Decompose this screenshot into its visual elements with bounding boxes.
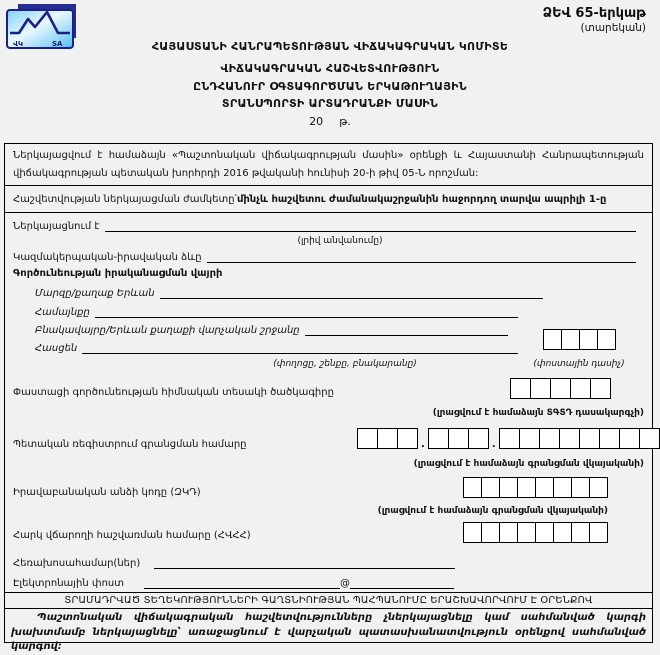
code-box-cell [599, 428, 620, 449]
code-box-cell [550, 378, 571, 399]
code-box-cell [571, 477, 590, 498]
settlement-label: Բնակավայրը/Երևան քաղաքի վարչական շրջանը [35, 325, 300, 336]
code-box-cell [499, 428, 520, 449]
region-input-line [160, 286, 543, 299]
code-box-cell [468, 428, 489, 449]
region-field [35, 286, 543, 299]
register-group-2 [428, 428, 489, 449]
report-title-line2: ՏՐԱՆՍՊՈՐՏԻ ԱՐՏԱԴՐԱՆՔԻ ՄԱՍԻՆ [221, 97, 439, 110]
code-box-cell [543, 329, 562, 350]
code-box-cell [553, 522, 572, 543]
community-label: Համայնքը [35, 307, 90, 318]
code-box-cell [428, 428, 449, 449]
legal-entity-code-hint: (լրացվում է համաձայն գրանցման վկայականի) [377, 506, 608, 516]
form-body [5, 213, 652, 593]
report-type-title: ՎԻՃԱԿԱԳՐԱԿԱՆ ՀԱՇՎԵՏՎՈՒԹՅՈՒՆ [220, 62, 440, 75]
confidentiality-notice: ՏՐԱՄԱԴՐՎԱԾ ՏԵՂԵԿՈՒԹՅՈՒՆՆԵՐԻ ԳԱՂՏՆԻՈՒԹՅԱՆ ՊԱՀՊԱՆՈՒՄԸ ԵՐԱՇԽԱՎՈՐՎՈՒՄ Է ՕՐԵՆՔՈՎ [5, 593, 652, 609]
state-register-hint: (լրացվում է համաձայն գրանցման վկայականի) [413, 459, 644, 469]
form-number-block [543, 6, 646, 35]
presenter-label: Ներկայացնում է [13, 221, 100, 232]
liability-notice: Պաշտոնական վիճակագրական հաշվետվությունները չներկայացնելը կամ սահմանված կարգի խախտմամբ ներկայացնելը՝ առաջացնում է վարչական պատասխանատվություն օրենքով սահմանված կարգով: [11, 612, 646, 652]
code-box-cell [517, 522, 536, 543]
code-box-cell [499, 522, 518, 543]
code-box-cell [517, 477, 536, 498]
code-box-cell [539, 428, 560, 449]
code-box-cell [579, 428, 600, 449]
community-field [35, 305, 518, 318]
code-box-cell [571, 522, 590, 543]
code-box-cell [619, 428, 640, 449]
legal-form-label: Կազմակերպական-իրավական ձևը [13, 252, 202, 263]
community-input-line [95, 305, 518, 318]
code-box-cell [559, 428, 580, 449]
phone-label: Հեռախոսահամար(ներ) [13, 558, 141, 569]
year-suffix: թ. [339, 115, 351, 128]
address-hint: (փողոցը, շենքը, բնակարանը) [273, 359, 417, 369]
code-box-cell [553, 477, 572, 498]
email-domain-input-line [350, 576, 454, 589]
postal-hint: (փոստային դասիչ) [533, 359, 625, 369]
form-frame [4, 143, 653, 652]
report-title-line1: ԸՆԴՀԱՆՈՒՐ ՕԳՏԱԳՈՐԾՄԱՆ ԵՐԿԱԹՈՒՂԱՅԻՆ [193, 80, 467, 93]
address-input-line [82, 341, 518, 354]
code-box-cell [570, 378, 591, 399]
register-separator: . [421, 439, 425, 450]
code-box-cell [499, 477, 518, 498]
form-number: ՁԵՎ 65-երկաթ [542, 6, 646, 21]
code-box-cell [463, 477, 482, 498]
code-box-cell [519, 428, 540, 449]
phone-input-line [154, 556, 455, 569]
postal-code-boxes [543, 329, 616, 350]
location-section-header: Գործունեության իրականացման վայրի [13, 268, 223, 279]
activity-code-hint: (լրացվում է համաձայն ՏԳՏԴ դասակարգչի) [432, 408, 644, 418]
presenter-field [13, 219, 636, 232]
email-field [13, 576, 454, 589]
email-at-sign: @ [340, 578, 351, 589]
code-box-cell [535, 477, 554, 498]
code-box-cell [589, 477, 608, 498]
code-box-cell [357, 428, 378, 449]
committee-title: ՀԱՅԱՍՏԱՆԻ ՀԱՆՐԱՊԵՏՈՒԹՅԱՆ ՎԻՃԱԿԱԳՐԱԿԱՆ ԿՈՄԻՏԵ [151, 40, 509, 53]
register-group-1 [357, 428, 418, 449]
code-box-cell [397, 428, 418, 449]
code-box-cell [530, 378, 551, 399]
code-box-cell [481, 522, 500, 543]
email-local-input-line [144, 576, 340, 589]
register-separator: . [491, 439, 496, 450]
address-label: Հասցեն [35, 343, 78, 354]
email-label: Էլեկտրոնային փոստ [13, 578, 125, 589]
settlement-field [35, 323, 508, 336]
legal-basis-text: Ներկայացվում է համաձայն «Պաշտոնական վիճակագրության մասին» օրենքի և Հայաստանի Հանրապետության վիճակագրության պետական խորհրդի 2016 թվականի հունիսի 20-ի թիվ 05-Ն որոշման: [5, 144, 652, 186]
register-group-3 [499, 428, 660, 449]
tin-label: Հարկ վճարողի հաշվառման համարը (ՀՎՀՀ) [13, 530, 251, 541]
code-box-cell [597, 329, 616, 350]
phone-field [13, 556, 455, 569]
tin-boxes [463, 522, 608, 543]
state-register-boxes [357, 428, 660, 449]
address-field [35, 341, 518, 354]
legal-entity-code-boxes [463, 477, 608, 498]
code-box-cell [589, 522, 608, 543]
deadline-row [5, 186, 652, 213]
code-box-cell [463, 522, 482, 543]
logo-text-left: ՎԿ [13, 40, 23, 48]
code-box-cell [448, 428, 469, 449]
presenter-hint: (լրիվ անվանումը) [297, 236, 383, 246]
state-register-label: Պետական ռեգիստրում գրանցման համարը [13, 439, 247, 450]
code-box-cell [590, 378, 611, 399]
activity-code-boxes [510, 378, 611, 399]
region-label: Մարզը/քաղաք Երևան [35, 288, 155, 299]
deadline-prefix: Հաշվետվության ներկայացման ժամկետը՝ [13, 193, 237, 205]
presenter-input-line [105, 219, 636, 232]
code-box-cell [510, 378, 531, 399]
logo-text-right: SA [52, 40, 63, 48]
code-box-cell [561, 329, 580, 350]
code-box-cell [377, 428, 398, 449]
code-box-cell [535, 522, 554, 543]
deadline-date: մինչև հաշվետու ժամանակաշրջանին հաջորդող տարվա ապրիլի 1-ը [236, 193, 607, 205]
code-box-cell [639, 428, 660, 449]
code-box-cell [481, 477, 500, 498]
year-prefix: 20 [309, 115, 324, 128]
legal-form-input-line [207, 250, 636, 263]
settlement-input-line [305, 323, 508, 336]
activity-code-label: Փաստացի գործունեության հիմնական տեսակի ծածկագիրը [13, 387, 334, 398]
legal-form-field [13, 250, 636, 263]
code-box-cell [579, 329, 598, 350]
year-line [0, 115, 660, 128]
form-periodicity: (տարեկան) [580, 22, 646, 35]
legal-entity-code-label: Իրավաբանական անձի կոդը (ԶԿԴ) [13, 487, 201, 498]
